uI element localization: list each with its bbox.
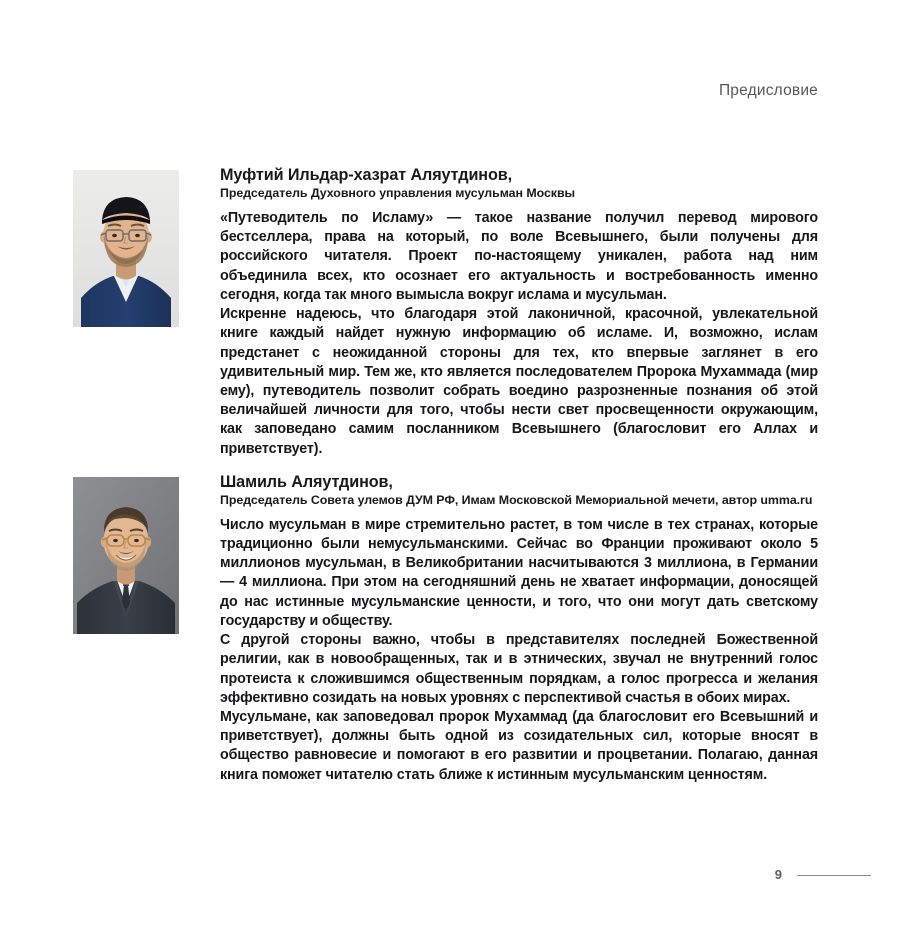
author-text-block bbox=[220, 473, 818, 785]
paragraph bbox=[220, 631, 818, 708]
author-entry bbox=[73, 166, 818, 459]
page-footer bbox=[73, 867, 871, 883]
footer-rule bbox=[797, 875, 871, 876]
paragraph bbox=[220, 516, 818, 631]
paragraph-text: С другой стороны важно, чтобы в представителях последней Божественной религии, как в новообращенных, так и в этнических, звучал не внутренний голос протеиста к сложившимся общественным порядкам, а голос прогресса и желания эффективно созидать на новых уровнях с перспективой счастья в обоих мирах. bbox=[220, 632, 818, 706]
page-number: 9 bbox=[774, 867, 782, 882]
paragraph bbox=[220, 305, 818, 459]
author-entry bbox=[73, 473, 818, 785]
author-name: Шамиль Аляутдинов, bbox=[220, 472, 393, 491]
portrait-muftiy-ildar-hazrat-alyautdinov bbox=[73, 170, 179, 327]
paragraph-text: Число мусульман в мире стремительно растет, в том числе в тех странах, которые традиционно были немусульманскими. Сейчас во Франции проживают около 5 миллионов мусульман, в Великобритании насчитываются 3 миллиона, в Германии — 4 миллиона. При этом на сегодняшний день не хватает информации, доносящей до нас истинные мусульманские ценности, и того, что они могут дать светскому государству и обществу. bbox=[220, 516, 818, 629]
running-head: Предисловие bbox=[718, 82, 818, 99]
paragraph bbox=[220, 708, 818, 785]
paragraph-text: Мусульмане, как заповедовал пророк Мухаммад (да благословит его Всевышний и приветствует), должны быть одной из созидательных сил, которые вносят в общество равновесие и помогают в его развитии и процветании. Полагаю, данная книга поможет читателю стать ближе к истинным мусульманским ценностям. bbox=[220, 709, 818, 783]
author-role: Председатель Совета улемов ДУМ РФ, Имам Московской Мемориальной мечети, автор umma.ru bbox=[220, 492, 813, 507]
paragraph-text: Искренне надеюсь, что благодаря этой лаконичной, красочной, увлекательной книге каждый найдет нужную информацию об исламе. И, возможно, ислам предстанет с неожиданной стороны для тех, кто впервые заглянет в его удивительный мир. Тем же, кто является последователем Пророка Мухаммада (мир ему), путеводитель позволит собрать воедино разрозненные познания об этой величайшей личности для того, чтобы нести свет просвещенности окружающим, как заповедано самим посланником Всевышнего (благословит его Аллах и приветствует). bbox=[220, 306, 818, 457]
author-name: Муфтий Ильдар-хазрат Аляутдинов, bbox=[220, 166, 513, 184]
paragraph bbox=[220, 209, 818, 305]
book-title-emphasis: «Путеводитель по Исламу» bbox=[220, 209, 434, 226]
author-text-block bbox=[220, 166, 818, 459]
content-column bbox=[73, 166, 818, 785]
author-role: Председатель Духовного управления мусульман Москвы bbox=[220, 186, 576, 201]
portrait-shamil-alyautdinov bbox=[73, 477, 179, 634]
paragraph-text: — такое название получил перевод мирового бестселлера, права на который, по воле Всевышнего, были получены для российского читателя. Проект по-настоящему уникален, работа над ним объединила всех, кто осознает его актуальность и востребованность именно сегодня, когда так много вымысла вокруг ислама и мусульман. bbox=[220, 209, 818, 303]
